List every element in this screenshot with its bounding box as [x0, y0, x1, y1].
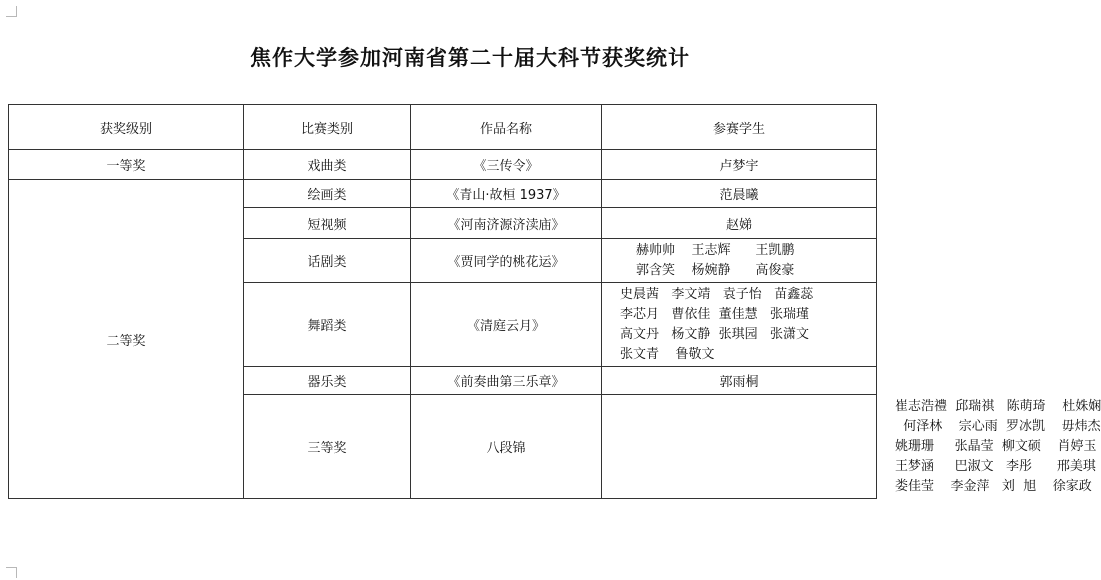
- student-line: 史晨茜 李文靖 袁子怡 苗鑫蕊: [620, 286, 814, 302]
- award-level-cell: 三等奖: [244, 395, 411, 499]
- students-cell: [602, 283, 877, 367]
- category-cell: 舞蹈类: [244, 283, 411, 367]
- work-title-cell: 《三传令》: [411, 150, 602, 180]
- work-title-cell: 《贾同学的桃花运》: [411, 239, 602, 283]
- document-title: 焦作大学参加河南省第二十届大科节获奖统计: [250, 45, 690, 70]
- table-row: [9, 150, 877, 180]
- student-line: 郭雨桐: [719, 375, 759, 390]
- award-table: [8, 104, 1101, 499]
- students-cell: [602, 150, 877, 180]
- corner-mark-top-left: [6, 6, 17, 17]
- students-cell: [602, 367, 877, 395]
- category-cell: 戏曲类: [244, 150, 411, 180]
- student-line: 赫帅帅 王志辉 王凯鹏: [636, 242, 795, 258]
- corner-mark-bottom-left: [6, 567, 17, 578]
- students-cell: [602, 208, 877, 239]
- student-line: 卢梦宇: [719, 159, 759, 174]
- header-students: 参赛学生: [602, 105, 877, 150]
- student-line: 高文丹 杨文静 张琪园 张潇文: [620, 326, 810, 342]
- award-level-cell: 二等奖: [9, 180, 244, 499]
- student-line: 张文青 鲁敬文: [620, 346, 715, 362]
- header-award-level: 获奖级别: [9, 105, 244, 150]
- work-title-cell: 《前奏曲第三乐章》: [411, 367, 602, 395]
- category-cell: 短视频: [244, 208, 411, 239]
- award-level-cell: 一等奖: [9, 150, 244, 180]
- students-cell: [602, 239, 877, 283]
- header-work-title: 作品名称: [411, 105, 602, 150]
- table-row: 三等奖 八段锦 崔志浩禮 邱瑞祺 陈萌琦 杜姝娴 何泽林 宗心雨 罗冰凯 毋炜杰 姚珊珊 张晶莹 柳文硕 肖婷玉 王梦涵 巴淑文 李彤 邢美琪 娄佳莹 李金萍 刘 旭 徐家政: [9, 395, 877, 499]
- student-line: 郭含笑 杨婉静 高俊豪: [636, 262, 795, 278]
- students-cell: [602, 180, 877, 208]
- category-cell: 八段锦: [411, 395, 602, 499]
- table-row: [9, 180, 877, 208]
- student-line: 赵娣: [725, 217, 752, 233]
- student-line: 李芯月 曹依佳 董佳慧 张瑞瑾: [620, 306, 810, 322]
- category-cell: 绘画类: [244, 180, 411, 208]
- header-category: 比赛类别: [244, 105, 411, 150]
- work-title-cell: 《河南济源济渎庙》: [411, 208, 602, 239]
- student-line: 范晨曦: [719, 188, 759, 203]
- category-cell: 话剧类: [244, 239, 411, 283]
- category-cell: 器乐类: [244, 367, 411, 395]
- table-header-row: [9, 105, 877, 150]
- work-title-cell: [602, 395, 877, 499]
- work-title-cell: 《清庭云月》: [411, 283, 602, 367]
- work-title-cell: 《青山·故桓 1937》: [411, 180, 602, 208]
